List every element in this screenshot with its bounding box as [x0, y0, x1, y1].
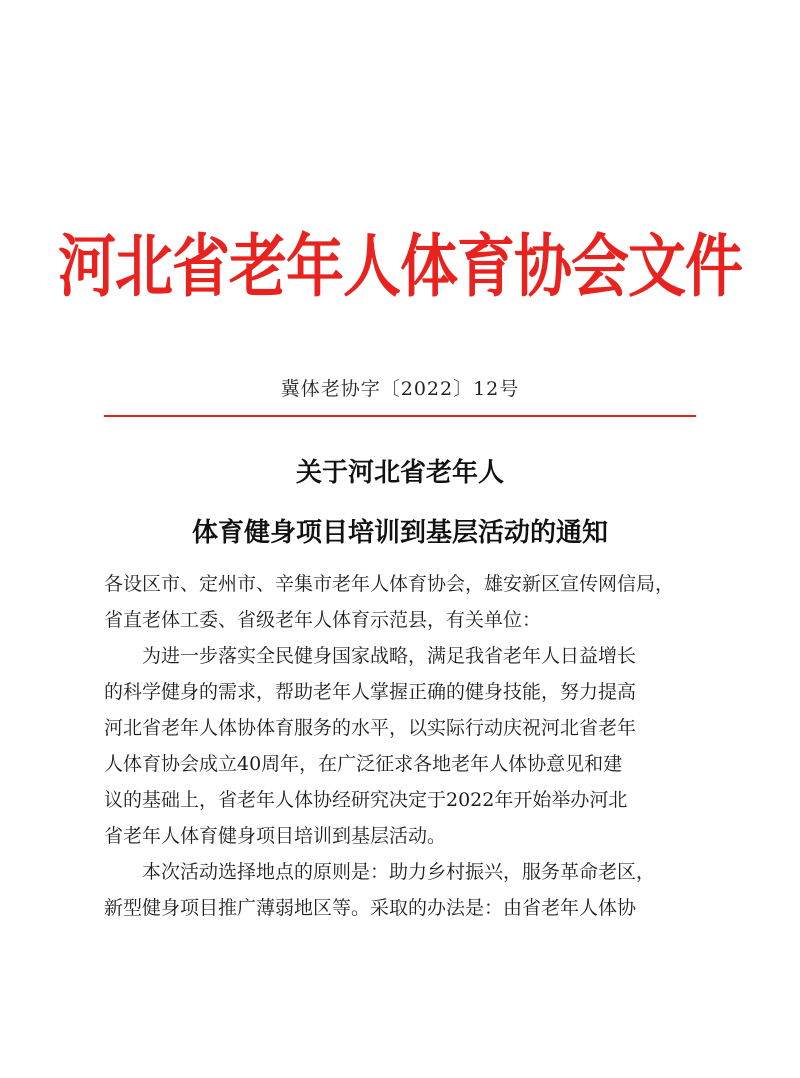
paragraph-line: 本次活动选择地点的原则是：助力乡村振兴，服务革命老区， — [104, 861, 656, 883]
paragraph-1 — [104, 638, 700, 854]
paragraph-line: 的科学健身的需求，帮助老年人掌握正确的健身技能，努力提高 — [104, 681, 637, 703]
paragraph-line: 新型健身项目推广薄弱地区等。采取的办法是：由省老年人体协 — [104, 897, 637, 919]
document-title-line-1: 关于河北省老年人 — [295, 458, 504, 488]
paragraph-line: 人体育协会成立40周年，在广泛征求各地老年人体协意见和建 — [104, 753, 623, 775]
red-divider-line — [104, 415, 696, 417]
paragraph-line: 河北省老年人体协体育服务的水平，以实际行动庆祝河北省老年 — [104, 717, 637, 739]
document-masthead: 河北省老年人体育协会文件 — [57, 226, 742, 307]
salutation — [104, 566, 700, 638]
paragraph-2 — [104, 854, 700, 926]
paragraph-line: 为进一步落实全民健身国家战略，满足我省老年人日益增长 — [104, 645, 637, 667]
salutation-line: 省直老体工委、省级老年人体育示范县，有关单位： — [104, 609, 542, 631]
paragraph-line: 省老年人体育健身项目培训到基层活动。 — [104, 825, 447, 847]
document-title-line-2: 体育健身项目培训到基层活动的通知 — [191, 518, 608, 548]
salutation-line: 各设区市、定州市、辛集市老年人体育协会，雄安新区宣传网信局， — [104, 573, 675, 595]
paragraph-line: 议的基础上，省老年人体协经研究决定于2022年开始举办河北 — [104, 789, 628, 811]
document-number: 冀体老协字〔2022〕12号 — [280, 378, 520, 400]
